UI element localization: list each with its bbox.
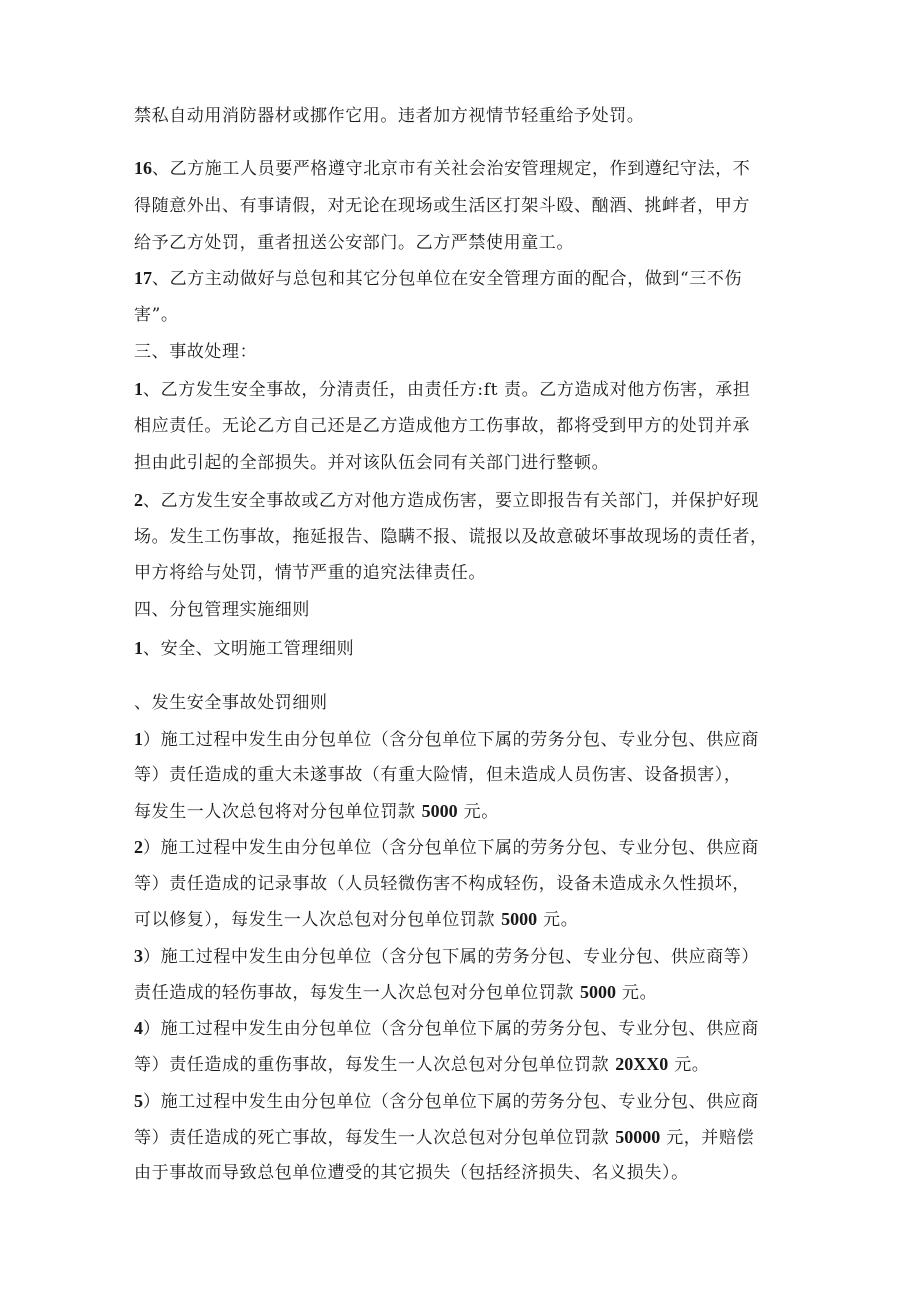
subsection-heading-safety: 1、安全、文明施工管理细则 <box>134 638 355 659</box>
clause-number: 17 <box>134 268 152 288</box>
text-line: 甲方将给与处罚，情节严重的追究法律责任。 <box>134 563 486 583</box>
fine-amount: 5000 <box>580 982 617 1002</box>
subsection-heading-penalty: 、发生安全事故处罚细则 <box>134 693 328 713</box>
clause-number: 1 <box>134 379 143 399</box>
text-line: 禁私自动用消防器材或挪作它用。违者加方视情节轻重给予处罚。 <box>134 106 645 126</box>
fine-amount: 5000 <box>421 801 458 821</box>
item-number: 5 <box>134 1091 143 1111</box>
text-line: 责任造成的轻伤事故，每发生一人次总包对分包单位罚款 5000 元。 <box>134 982 658 1003</box>
fine-amount: 50000 <box>615 1127 661 1147</box>
penalty-item-3-line-1: 3）施工过程中发生由分包单位（含分包下属的劳务分包、专业分包、供应商等） <box>134 946 759 967</box>
item-number: 2 <box>134 837 143 857</box>
penalty-item-4-line-1: 4）施工过程中发生由分包单位（含分包单位下属的劳务分包、专业分包、供应商 <box>134 1018 759 1039</box>
text-line: 由于事故而导致总包单位遭受的其它损失（包括经济损失、名义损失）。 <box>134 1163 689 1183</box>
text-line: 等）责任造成的死亡事故，每发生一人次总包对分包单位罚款 50000 元，并赔偿 <box>134 1127 755 1148</box>
section-heading-accident: 三、事故处理： <box>134 342 258 362</box>
text-line: 相应责任。无论乙方自己还是乙方造成他方工伤事故，都将受到甲方的处罚并承 <box>134 416 750 436</box>
clause-16-line-1: 16、乙方施工人员要严格遵守北京市有关社会治安管理规定，作到遵纪守法，不 <box>134 158 751 179</box>
item-number: 3 <box>134 946 143 966</box>
clause-17-line-1: 17、乙方主动做好与总包和其它分包单位在安全管理方面的配合，做到“三不伤 <box>134 268 743 289</box>
text-line: 害”。 <box>134 305 179 325</box>
penalty-item-2-line-1: 2）施工过程中发生由分包单位（含分包单位下属的劳务分包、专业分包、供应商 <box>134 837 759 858</box>
text-line: 每发生一人次总包将对分包单位罚款 5000 元。 <box>134 801 499 822</box>
text-line: 等）责任造成的重大未遂事故（有重大险情，但未造成人员伤害、设备损害）， <box>134 765 742 785</box>
text-line: 等）责任造成的记录事故（人员轻微伤害不构成轻伤，设备未造成永久性损坏， <box>134 874 750 894</box>
accident-clause-1-line-1: 1、乙方发生安全事故，分清责任，由责任方:ft 责。乙方造成对他方伤害，承担 <box>134 379 751 400</box>
text-line: 场。发生工伤事故，拖延报告、隐瞒不报、谎报以及故意破坏事故现场的责任者， <box>134 527 768 547</box>
penalty-item-1-line-1: 1）施工过程中发生由分包单位（含分包单位下属的劳务分包、专业分包、供应商 <box>134 729 759 750</box>
fine-amount: 20XX0 <box>615 1054 669 1074</box>
text-line: 给予乙方处罚，重者扭送公安部门。乙方严禁使用童工。 <box>134 233 574 253</box>
item-number: 4 <box>134 1018 143 1038</box>
text-line: 担由此引起的全部损失。并对该队伍会同有关部门进行整顿。 <box>134 453 610 473</box>
section-heading-subcontract: 四、分包管理实施细则 <box>134 600 310 620</box>
fine-amount: 5000 <box>501 909 538 929</box>
text-line: 得随意外出、有事请假，对无论在现场或生活区打架斗殴、酗酒、挑衅者，甲方 <box>134 196 750 216</box>
item-number: 1 <box>134 729 143 749</box>
penalty-item-5-line-1: 5）施工过程中发生由分包单位（含分包单位下属的劳务分包、专业分包、供应商 <box>134 1091 759 1112</box>
clause-number: 2 <box>134 490 143 510</box>
text-line: 等）责任造成的重伤事故，每发生一人次总包对分包单位罚款 20XX0 元。 <box>134 1054 710 1075</box>
clause-number: 1 <box>134 638 143 658</box>
clause-number: 16 <box>134 158 152 178</box>
text-line: 可以修复），每发生一人次总包对分包单位罚款 5000 元。 <box>134 909 579 930</box>
accident-clause-2-line-1: 2、乙方发生安全事故或乙方对他方造成伤害，要立即报告有关部门，并保护好现 <box>134 490 759 511</box>
